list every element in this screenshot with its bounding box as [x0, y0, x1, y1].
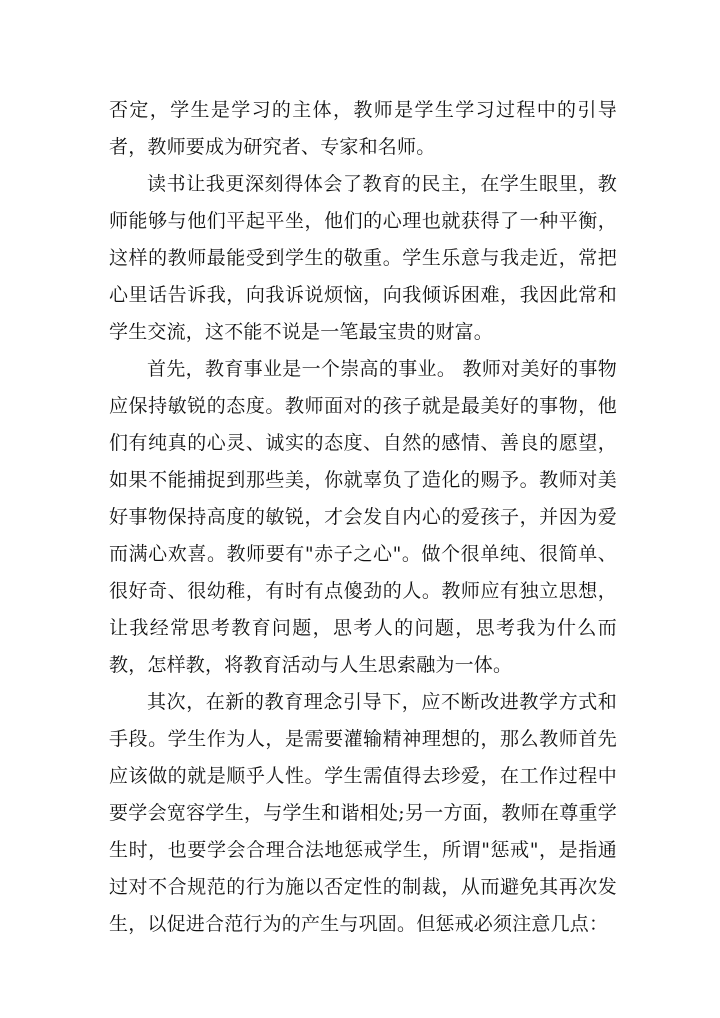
document-body — [109, 92, 617, 943]
paragraph-continued: 否定，学生是学习的主体，教师是学生学习过程中的引导者，教师要成为研究者、专家和名师。 — [109, 99, 617, 158]
paragraph-second-point: 其次，在新的教育理念引导下，应不断改进教学方式和手段。学生作为人，是需要灌输精神理想的，那么教师首先应该做的就是顺乎人性。学生需值得去珍爱，在工作过程中要学会宽容学生，与学生和谐相处;另一方面，教师在尊重学生时，也要学会合理合法地惩戒学生，所谓"惩戒"，是指通过对不合规范的行为施以否定性的制裁，从而避免其再次发生，以促进合范行为的产生与巩固。但惩戒必须注意几点： — [109, 691, 617, 935]
paragraph-reading-democracy: 读书让我更深刻得体会了教育的民主，在学生眼里，教师能够与他们平起平坐，他们的心理也就获得了一种平衡，这样的教师最能受到学生的敬重。学生乐意与我走近，常把心里话告诉我，向我诉说烦恼，向我倾诉困难，我因此常和学生交流，这不能不说是一笔最宝贵的财富。 — [109, 173, 617, 343]
paragraph-first-point: 首先，教育事业是一个崇高的事业。 教师对美好的事物应保持敏锐的态度。教师面对的孩子就是最美好的事物，他们有纯真的心灵、诚实的态度、自然的感情、善良的愿望，如果不能捕捉到那些美，你就辜负了造化的赐予。教师对美好事物保持高度的敏锐，才会发自内心的爱孩子，并因为爱而满心欢喜。教师要有"赤子之心"。做个很单纯、很简单、很好奇、很幼稚，有时有点傻劲的人。教师应有独立思想，让我经常思考教育问题，思考人的问题，思考我为什么而教，怎样教，将教育活动与人生思索融为一体。 — [109, 358, 617, 676]
